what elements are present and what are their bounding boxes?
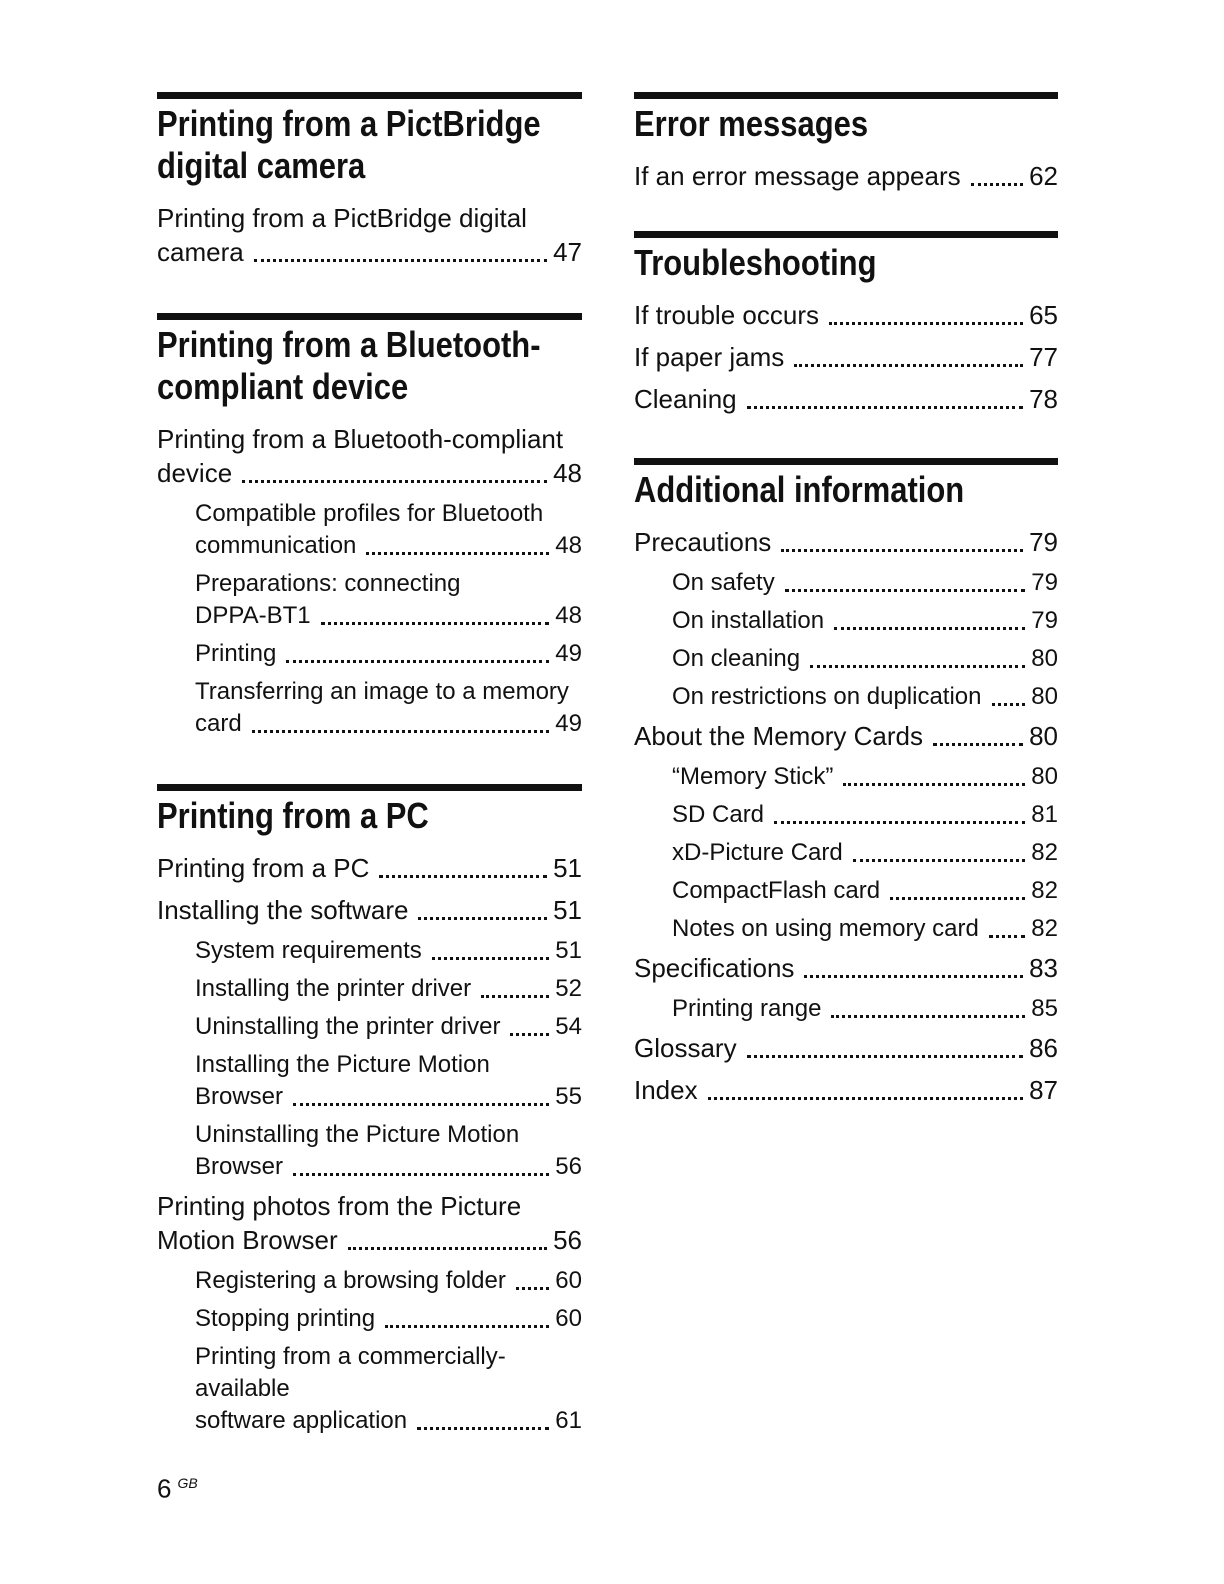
toc-subentry[interactable] <box>634 875 1058 907</box>
toc-entry-text: communication <box>195 532 357 559</box>
toc-entry[interactable] <box>634 951 1058 985</box>
dot-leader <box>379 875 547 878</box>
toc-entry-last-line <box>195 1151 582 1183</box>
section-heading-line: Additional information <box>634 469 965 510</box>
toc-page-number: 60 <box>555 1305 582 1332</box>
toc-section <box>157 313 582 740</box>
toc-page-number: 60 <box>555 1267 582 1294</box>
page-footer <box>157 1468 198 1504</box>
section-rule <box>157 92 582 99</box>
toc-entry-last-line <box>157 456 582 490</box>
left-column <box>157 92 582 1443</box>
toc-page-number: 79 <box>1031 569 1058 596</box>
toc-entry-text: Transferring an image to a memory <box>195 678 569 705</box>
toc-page-number: 56 <box>555 1153 582 1180</box>
toc-entry-text: On cleaning <box>672 645 801 672</box>
toc-subentry[interactable] <box>157 1303 582 1335</box>
toc-entry-last-line <box>157 1223 582 1257</box>
toc-entry[interactable] <box>157 1189 582 1257</box>
toc-subentry[interactable] <box>157 1049 582 1113</box>
toc-entry-text: Registering a browsing folder <box>195 1267 506 1294</box>
dot-leader <box>829 322 1023 325</box>
toc-entry-list <box>157 422 582 740</box>
toc-page-number: 82 <box>1031 877 1058 904</box>
section-heading <box>157 103 581 187</box>
toc-entry-text: If trouble occurs <box>634 300 819 330</box>
toc-page-number: 82 <box>1031 915 1058 942</box>
dot-leader <box>286 660 549 663</box>
dot-leader <box>418 917 547 920</box>
toc-page-number: 55 <box>555 1083 582 1110</box>
toc-entry-text: camera <box>157 237 244 267</box>
toc-entry-text: On installation <box>672 607 825 634</box>
toc-entry-text: If an error message appears <box>634 161 961 191</box>
toc-entry-text: xD-Picture Card <box>672 839 843 866</box>
dot-leader <box>254 259 547 262</box>
toc-subentry[interactable] <box>157 1341 582 1437</box>
dot-leader <box>853 859 1026 862</box>
toc-entry-text: Printing from a commercially-available <box>195 1343 506 1402</box>
toc-subentry[interactable] <box>157 1265 582 1297</box>
toc-page-number: 49 <box>555 640 582 667</box>
toc-entry[interactable] <box>634 1073 1058 1107</box>
toc-section <box>157 784 582 1437</box>
dot-leader <box>252 730 550 733</box>
section-heading-line: digital camera <box>157 145 366 186</box>
section-heading-line: Printing from a Bluetooth- <box>157 324 541 365</box>
toc-page-number: 48 <box>555 532 582 559</box>
toc-entry-list <box>157 201 582 269</box>
toc-section <box>634 458 1058 1107</box>
toc-entry-last-line <box>195 1405 582 1437</box>
toc-page-number: 62 <box>1029 161 1058 191</box>
toc-subentry[interactable] <box>634 913 1058 945</box>
toc-entry-text: card <box>195 710 242 737</box>
section-rule <box>157 313 582 320</box>
toc-entry-last-line <box>195 1081 582 1113</box>
toc-entry-text: Installing the Picture Motion <box>195 1051 490 1078</box>
toc-entry[interactable] <box>634 719 1058 753</box>
toc-subentry[interactable] <box>634 799 1058 831</box>
toc-entry-last-line <box>157 235 582 269</box>
dot-leader <box>481 995 549 998</box>
dot-leader <box>890 897 1025 900</box>
dot-leader <box>933 743 1023 746</box>
toc-entry-text: Cleaning <box>634 384 737 414</box>
toc-entry-text: Installing the printer driver <box>195 975 472 1002</box>
section-heading-line: Printing from a PictBridge <box>157 103 541 144</box>
section-heading <box>157 324 581 408</box>
toc-entry-text: Stopping printing <box>195 1305 376 1332</box>
section-heading <box>634 242 1057 284</box>
section-rule <box>634 231 1058 238</box>
toc-page-number: 51 <box>553 895 582 925</box>
toc-subentry[interactable] <box>157 1119 582 1183</box>
dot-leader <box>293 1173 549 1176</box>
toc-page-number: 65 <box>1029 300 1058 330</box>
toc-page-number: 80 <box>1031 763 1058 790</box>
toc-section <box>634 92 1058 193</box>
page-language-code: GB <box>177 1475 198 1491</box>
toc-entry-last-line <box>195 530 582 562</box>
dot-leader <box>432 957 550 960</box>
toc-entry-list <box>157 851 582 1437</box>
toc-entry-text: Uninstalling the Picture Motion <box>195 1121 520 1148</box>
section-heading <box>157 795 581 837</box>
toc-entry-text: Preparations: connecting <box>195 570 461 597</box>
toc-entry-text: Specifications <box>634 953 795 983</box>
toc-page-number: 80 <box>1031 683 1058 710</box>
toc-entry-text: Printing range <box>672 995 822 1022</box>
toc-entry-text: Motion Browser <box>157 1225 338 1255</box>
toc-subentry[interactable] <box>634 567 1058 599</box>
toc-entry[interactable] <box>634 1031 1058 1065</box>
toc-page-number: 54 <box>555 1013 582 1040</box>
dot-leader <box>810 665 1025 668</box>
section-heading-line: Printing from a PC <box>157 795 429 836</box>
toc-page-number: 48 <box>553 458 582 488</box>
toc-entry[interactable] <box>157 201 582 269</box>
dot-leader <box>242 480 547 483</box>
toc-entry[interactable] <box>634 525 1058 559</box>
toc-entry[interactable] <box>634 298 1058 332</box>
toc-entry[interactable] <box>634 340 1058 374</box>
toc-page-number: 51 <box>555 937 582 964</box>
dot-leader <box>804 975 1023 978</box>
toc-entry-text: On restrictions on duplication <box>672 683 982 710</box>
toc-subentry[interactable] <box>634 837 1058 869</box>
toc-entry-text: “Memory Stick” <box>672 763 834 790</box>
dot-leader <box>774 821 1025 824</box>
toc-page-number: 85 <box>1031 995 1058 1022</box>
dot-leader <box>516 1287 549 1290</box>
toc-page-number: 52 <box>555 975 582 1002</box>
toc-entry-list <box>634 159 1058 193</box>
dot-leader <box>348 1247 547 1250</box>
toc-entry-text: Printing photos from the Picture <box>157 1191 522 1221</box>
dot-leader <box>834 627 1025 630</box>
toc-page-number: 79 <box>1029 527 1058 557</box>
toc-entry[interactable] <box>157 422 582 490</box>
dot-leader <box>992 703 1026 706</box>
toc-entry[interactable] <box>634 159 1058 193</box>
dot-leader <box>971 183 1023 186</box>
dot-leader <box>831 1015 1025 1018</box>
toc-page-number: 87 <box>1029 1075 1058 1105</box>
dot-leader <box>417 1427 549 1430</box>
toc-subentry[interactable] <box>157 973 582 1005</box>
dot-leader <box>785 589 1026 592</box>
toc-entry-text: Browser <box>195 1153 284 1180</box>
toc-entry-text: Precautions <box>634 527 772 557</box>
dot-leader <box>747 1055 1024 1058</box>
toc-page-number: 77 <box>1029 342 1058 372</box>
toc-page-number: 49 <box>555 710 582 737</box>
toc-page-number: 80 <box>1029 721 1058 751</box>
toc-page-number: 83 <box>1029 953 1058 983</box>
toc-subentry[interactable] <box>157 498 582 562</box>
toc-page-number: 79 <box>1031 607 1058 634</box>
toc-entry-text: Compatible profiles for Bluetooth <box>195 500 544 527</box>
toc-entry-text: System requirements <box>195 937 422 964</box>
toc-subentry[interactable] <box>157 1011 582 1043</box>
toc-entry-text: Printing from a Bluetooth-compliant <box>157 424 564 454</box>
toc-entry-text: CompactFlash card <box>672 877 881 904</box>
toc-entry-text: On safety <box>672 569 775 596</box>
section-rule <box>634 92 1058 99</box>
section-heading-line: Error messages <box>634 103 869 144</box>
toc-subentry[interactable] <box>157 676 582 740</box>
toc-entry[interactable] <box>157 893 582 927</box>
toc-entry-text: Installing the software <box>157 895 409 925</box>
toc-subentry[interactable] <box>634 761 1058 793</box>
toc-subentry[interactable] <box>634 993 1058 1025</box>
toc-entry-text: Glossary <box>634 1033 737 1063</box>
toc-page-number: 56 <box>553 1225 582 1255</box>
section-heading-line: Troubleshooting <box>634 242 877 283</box>
right-column <box>634 92 1058 1115</box>
section-rule <box>634 458 1058 465</box>
toc-subentry[interactable] <box>157 568 582 632</box>
toc-entry-text: Printing from a PC <box>157 853 370 883</box>
toc-entry-last-line <box>195 708 582 740</box>
toc-entry[interactable] <box>157 851 582 885</box>
toc-subentry[interactable] <box>157 935 582 967</box>
toc-subentry[interactable] <box>634 605 1058 637</box>
toc-page-number: 86 <box>1029 1033 1058 1063</box>
toc-page-number: 51 <box>553 853 582 883</box>
toc-section <box>157 92 582 269</box>
dot-leader <box>510 1033 549 1036</box>
dot-leader <box>747 406 1023 409</box>
section-heading-line: compliant device <box>157 366 409 407</box>
toc-entry-text: device <box>157 458 233 488</box>
toc-entry-text: Browser <box>195 1083 284 1110</box>
dot-leader <box>293 1103 549 1106</box>
dot-leader <box>708 1097 1023 1100</box>
dot-leader <box>843 783 1025 786</box>
dot-leader <box>321 622 550 625</box>
dot-leader <box>385 1325 549 1328</box>
toc-entry-text: Printing <box>195 640 277 667</box>
section-heading <box>634 103 1057 145</box>
toc-entry-last-line <box>195 600 582 632</box>
toc-page-number: 82 <box>1031 839 1058 866</box>
section-rule <box>157 784 582 791</box>
toc-entry-list <box>634 525 1058 1107</box>
dot-leader <box>989 935 1026 938</box>
toc-subentry[interactable] <box>634 681 1058 713</box>
dot-leader <box>794 364 1023 367</box>
toc-entry-list <box>634 298 1058 416</box>
toc-entry-text: Uninstalling the printer driver <box>195 1013 501 1040</box>
dot-leader <box>366 552 549 555</box>
toc-entry-text: Notes on using memory card <box>672 915 979 942</box>
toc-page-number: 78 <box>1029 384 1058 414</box>
toc-entry-text: DPPA-BT1 <box>195 602 311 629</box>
dot-leader <box>781 549 1023 552</box>
toc-entry-text: Printing from a PictBridge digital <box>157 203 527 233</box>
toc-entry-text: software application <box>195 1407 408 1434</box>
toc-subentry[interactable] <box>634 643 1058 675</box>
toc-page-number: 48 <box>555 602 582 629</box>
toc-entry-text: Index <box>634 1075 698 1105</box>
toc-entry-text: If paper jams <box>634 342 785 372</box>
toc-subentry[interactable] <box>157 638 582 670</box>
toc-section <box>634 231 1058 416</box>
toc-page-number: 47 <box>553 237 582 267</box>
section-heading <box>634 469 1057 511</box>
toc-page-number: 61 <box>555 1407 582 1434</box>
toc-page-number: 81 <box>1031 801 1058 828</box>
toc-page-number: 80 <box>1031 645 1058 672</box>
toc-entry-text: About the Memory Cards <box>634 721 924 751</box>
toc-entry[interactable] <box>634 382 1058 416</box>
page-number: 6 <box>157 1473 172 1504</box>
toc-entry-text: SD Card <box>672 801 765 828</box>
